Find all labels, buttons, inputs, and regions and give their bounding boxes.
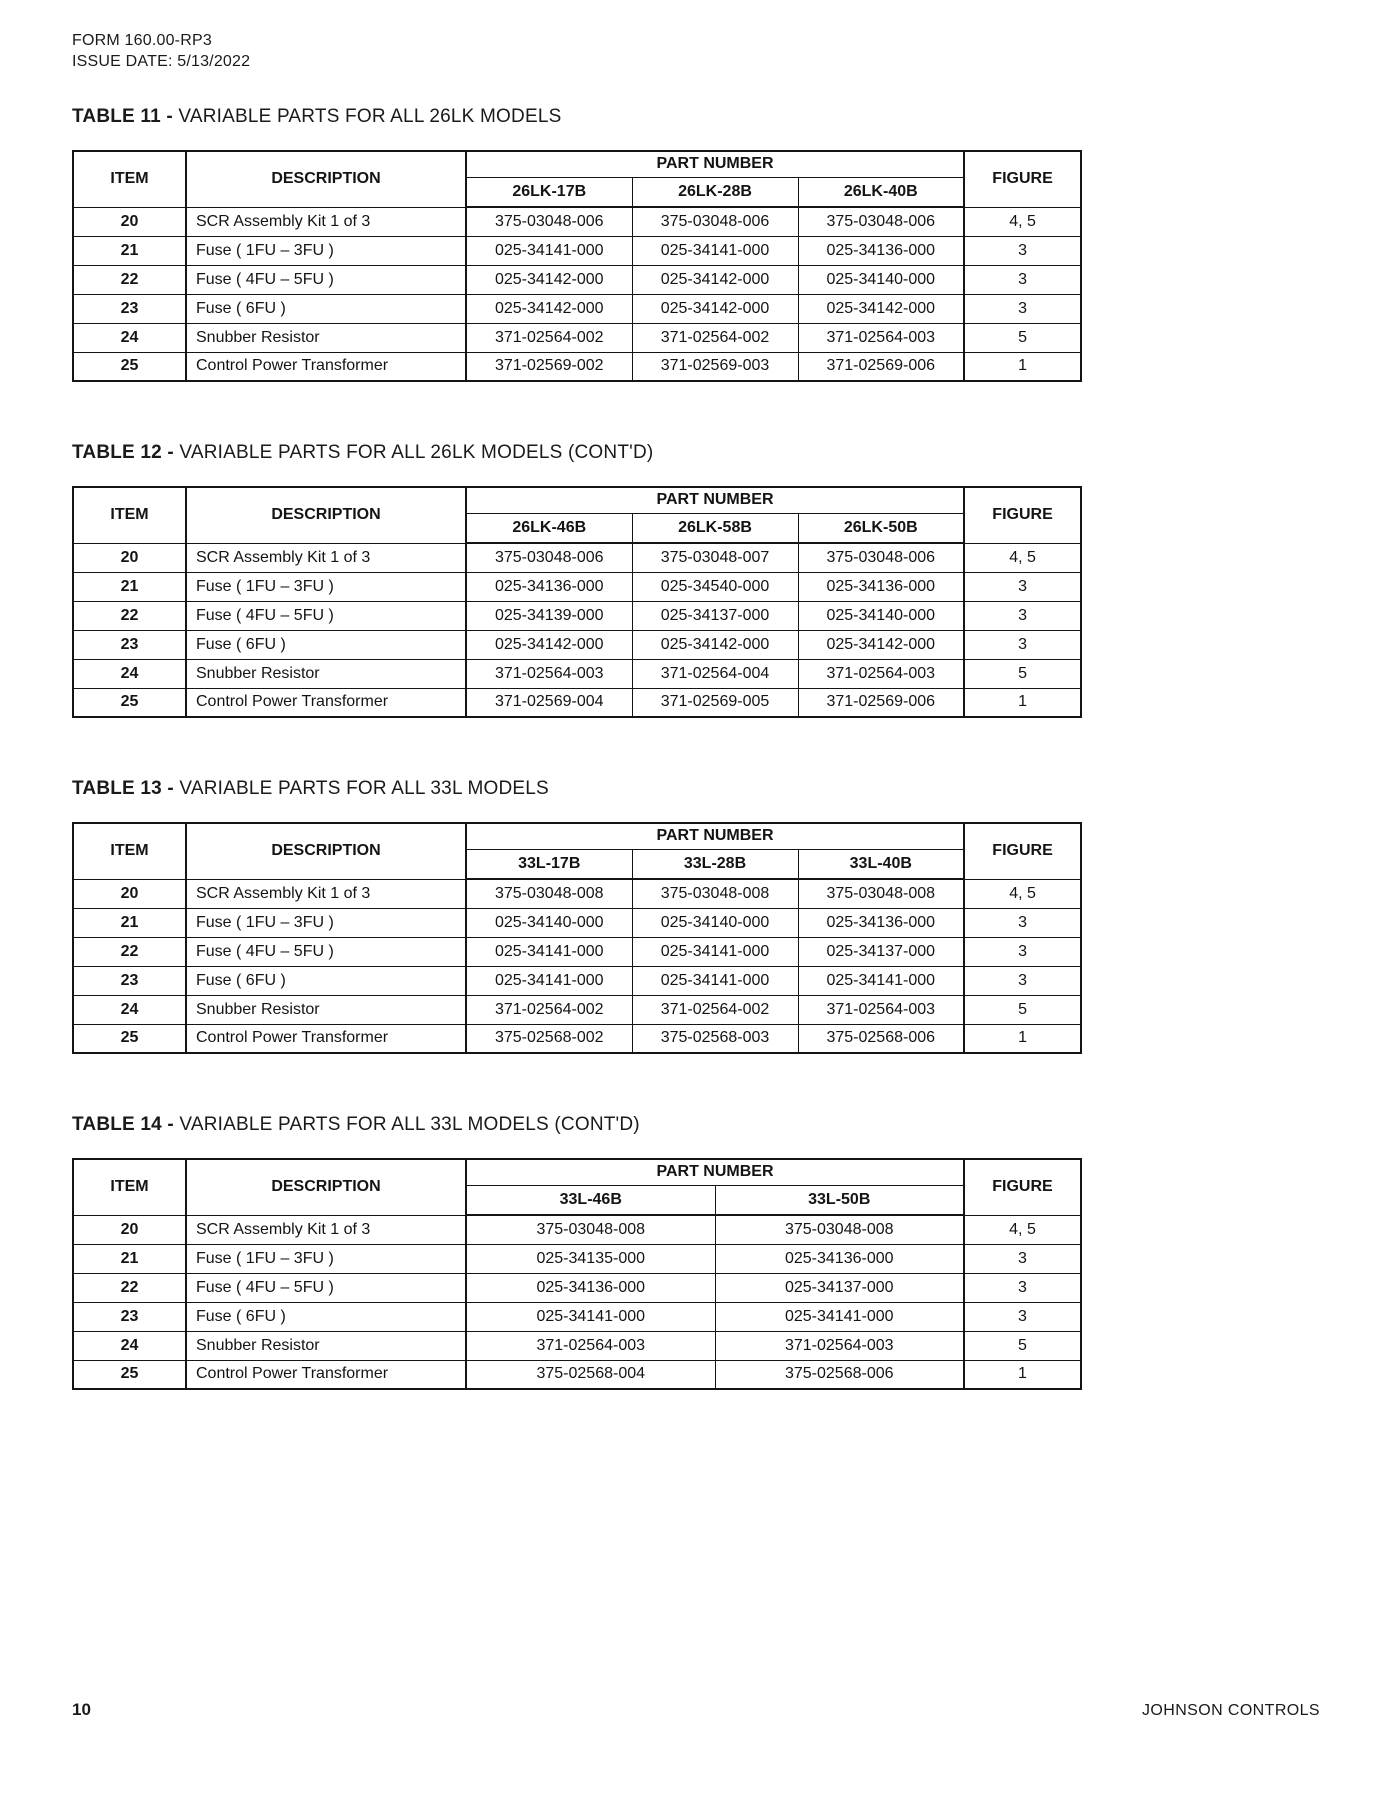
item-cell: 20: [73, 543, 186, 572]
table-row: [73, 265, 1081, 294]
column-header-part-number: PART NUMBER: [466, 487, 964, 513]
table-row: [73, 236, 1081, 265]
part-number-cell: 025-34141-000: [798, 966, 964, 995]
description-cell: Snubber Resistor: [186, 323, 466, 352]
table-12-section: [72, 442, 1080, 718]
model-column-header: 26LK-58B: [632, 513, 798, 543]
description-cell: Control Power Transformer: [186, 688, 466, 717]
item-cell: 22: [73, 265, 186, 294]
table-11: [72, 150, 1082, 382]
part-number-cell: 371-02564-002: [632, 995, 798, 1024]
part-number-cell: 025-34141-000: [466, 937, 632, 966]
table-row: [73, 1244, 1081, 1273]
item-cell: 25: [73, 1024, 186, 1053]
item-cell: 23: [73, 1302, 186, 1331]
part-number-cell: 375-03048-008: [715, 1215, 964, 1244]
figure-cell: 1: [964, 352, 1081, 381]
column-header-part-number: PART NUMBER: [466, 1159, 964, 1185]
table-14-section: [72, 1114, 1080, 1390]
table-14-title: [72, 1114, 1080, 1136]
part-number-cell: 371-02564-003: [715, 1331, 964, 1360]
figure-cell: 4, 5: [964, 1215, 1081, 1244]
part-number-cell: 371-02564-004: [632, 659, 798, 688]
figure-cell: 1: [964, 688, 1081, 717]
description-cell: Fuse ( 6FU ): [186, 966, 466, 995]
table-12-title: [72, 442, 1080, 464]
part-number-cell: 375-03048-008: [798, 879, 964, 908]
table-row: [73, 323, 1081, 352]
part-number-cell: 375-03048-006: [632, 207, 798, 236]
table-row: [73, 572, 1081, 601]
figure-cell: 3: [964, 937, 1081, 966]
part-number-cell: 025-34141-000: [715, 1302, 964, 1331]
part-number-cell: 025-34140-000: [798, 601, 964, 630]
item-cell: 20: [73, 879, 186, 908]
part-number-cell: 371-02569-004: [466, 688, 632, 717]
part-number-cell: 371-02564-003: [798, 659, 964, 688]
footer-company-name: JOHNSON CONTROLS: [1142, 1702, 1320, 1719]
part-number-cell: 371-02569-005: [632, 688, 798, 717]
description-cell: Snubber Resistor: [186, 995, 466, 1024]
part-number-cell: 371-02569-006: [798, 352, 964, 381]
figure-cell: 1: [964, 1024, 1081, 1053]
part-number-cell: 025-34136-000: [715, 1244, 964, 1273]
description-cell: Control Power Transformer: [186, 1024, 466, 1053]
document-header: [72, 30, 1320, 72]
figure-cell: 3: [964, 966, 1081, 995]
part-number-cell: 025-34136-000: [466, 1273, 715, 1302]
model-column-header: 33L-40B: [798, 849, 964, 879]
part-number-cell: 025-34136-000: [798, 572, 964, 601]
description-cell: SCR Assembly Kit 1 of 3: [186, 1215, 466, 1244]
part-number-cell: 375-03048-008: [632, 879, 798, 908]
part-number-cell: 375-02568-006: [798, 1024, 964, 1053]
column-header-item: ITEM: [73, 151, 186, 207]
part-number-cell: 371-02564-002: [632, 323, 798, 352]
part-number-cell: 375-03048-006: [466, 207, 632, 236]
part-number-cell: 025-34140-000: [466, 908, 632, 937]
part-number-cell: 025-34136-000: [466, 572, 632, 601]
figure-cell: 3: [964, 1302, 1081, 1331]
part-number-cell: 025-34142-000: [632, 294, 798, 323]
item-cell: 20: [73, 207, 186, 236]
description-cell: Control Power Transformer: [186, 352, 466, 381]
part-number-cell: 025-34137-000: [798, 937, 964, 966]
figure-cell: 5: [964, 995, 1081, 1024]
table-row: [73, 937, 1081, 966]
part-number-cell: 375-03048-006: [798, 543, 964, 572]
column-header-item: ITEM: [73, 823, 186, 879]
part-number-cell: 371-02564-003: [798, 323, 964, 352]
table-12-title-text: VARIABLE PARTS FOR ALL 26LK MODELS (CONT'D): [179, 442, 654, 463]
part-number-cell: 375-03048-006: [466, 543, 632, 572]
part-number-cell: 025-34135-000: [466, 1244, 715, 1273]
item-cell: 20: [73, 1215, 186, 1244]
item-cell: 23: [73, 630, 186, 659]
column-header-item: ITEM: [73, 1159, 186, 1215]
table-11-title-label: TABLE 11 -: [72, 106, 173, 127]
part-number-cell: 025-34142-000: [798, 294, 964, 323]
description-cell: SCR Assembly Kit 1 of 3: [186, 543, 466, 572]
item-cell: 22: [73, 601, 186, 630]
description-cell: Fuse ( 6FU ): [186, 1302, 466, 1331]
model-column-header: 33L-46B: [466, 1185, 715, 1215]
part-number-cell: 025-34540-000: [632, 572, 798, 601]
part-number-cell: 371-02569-006: [798, 688, 964, 717]
part-number-cell: 025-34140-000: [798, 265, 964, 294]
item-cell: 21: [73, 236, 186, 265]
figure-cell: 3: [964, 236, 1081, 265]
figure-cell: 3: [964, 265, 1081, 294]
table-row: [73, 995, 1081, 1024]
figure-cell: 3: [964, 601, 1081, 630]
model-column-header: 26LK-50B: [798, 513, 964, 543]
part-number-cell: 025-34141-000: [632, 966, 798, 995]
part-number-cell: 025-34139-000: [466, 601, 632, 630]
description-cell: Fuse ( 1FU – 3FU ): [186, 908, 466, 937]
part-number-cell: 371-02564-003: [466, 1331, 715, 1360]
table-14: [72, 1158, 1082, 1390]
item-cell: 25: [73, 1360, 186, 1389]
part-number-cell: 025-34141-000: [466, 1302, 715, 1331]
table-row: [73, 352, 1081, 381]
table-12: [72, 486, 1082, 718]
table-12-title-label: TABLE 12 -: [72, 442, 174, 463]
column-header-description: DESCRIPTION: [186, 487, 466, 543]
item-cell: 24: [73, 323, 186, 352]
part-number-cell: 375-02568-002: [466, 1024, 632, 1053]
table-row: [73, 1024, 1081, 1053]
description-cell: Fuse ( 4FU – 5FU ): [186, 1273, 466, 1302]
page-number: 10: [72, 1700, 91, 1719]
description-cell: Fuse ( 1FU – 3FU ): [186, 572, 466, 601]
part-number-cell: 375-02568-004: [466, 1360, 715, 1389]
column-header-item: ITEM: [73, 487, 186, 543]
item-cell: 23: [73, 966, 186, 995]
description-cell: Fuse ( 6FU ): [186, 294, 466, 323]
table-row: [73, 1331, 1081, 1360]
table-row: [73, 879, 1081, 908]
table-row: [73, 1360, 1081, 1389]
description-cell: Snubber Resistor: [186, 659, 466, 688]
part-number-cell: 025-34141-000: [632, 236, 798, 265]
figure-cell: 4, 5: [964, 543, 1081, 572]
part-number-cell: 025-34136-000: [798, 236, 964, 265]
figure-cell: 3: [964, 630, 1081, 659]
part-number-cell: 025-34142-000: [466, 294, 632, 323]
column-header-figure: FIGURE: [964, 487, 1081, 543]
table-row: [73, 908, 1081, 937]
item-cell: 22: [73, 1273, 186, 1302]
part-number-cell: 025-34137-000: [715, 1273, 964, 1302]
column-header-description: DESCRIPTION: [186, 1159, 466, 1215]
table-row: [73, 543, 1081, 572]
description-cell: Fuse ( 1FU – 3FU ): [186, 1244, 466, 1273]
part-number-cell: 025-34137-000: [632, 601, 798, 630]
model-column-header: 26LK-17B: [466, 177, 632, 207]
figure-cell: 5: [964, 659, 1081, 688]
item-cell: 23: [73, 294, 186, 323]
part-number-cell: 371-02564-003: [798, 995, 964, 1024]
item-cell: 21: [73, 908, 186, 937]
table-row: [73, 207, 1081, 236]
table-row: [73, 659, 1081, 688]
model-column-header: 26LK-28B: [632, 177, 798, 207]
table-row: [73, 1273, 1081, 1302]
form-number-line: FORM 160.00-RP3: [72, 32, 212, 49]
description-cell: Fuse ( 4FU – 5FU ): [186, 265, 466, 294]
column-header-description: DESCRIPTION: [186, 823, 466, 879]
figure-cell: 5: [964, 323, 1081, 352]
item-cell: 21: [73, 572, 186, 601]
item-cell: 24: [73, 659, 186, 688]
table-13-section: [72, 778, 1080, 1054]
item-cell: 22: [73, 937, 186, 966]
column-header-description: DESCRIPTION: [186, 151, 466, 207]
part-number-cell: 025-34142-000: [798, 630, 964, 659]
part-number-cell: 375-03048-008: [466, 1215, 715, 1244]
description-cell: SCR Assembly Kit 1 of 3: [186, 207, 466, 236]
model-column-header: 33L-28B: [632, 849, 798, 879]
figure-cell: 5: [964, 1331, 1081, 1360]
part-number-cell: 375-02568-003: [632, 1024, 798, 1053]
table-14-title-text: VARIABLE PARTS FOR ALL 33L MODELS (CONT'D): [179, 1114, 640, 1135]
item-cell: 25: [73, 352, 186, 381]
part-number-cell: 371-02564-002: [466, 323, 632, 352]
item-cell: 24: [73, 1331, 186, 1360]
table-14-title-label: TABLE 14 -: [72, 1114, 174, 1135]
table-13-title-text: VARIABLE PARTS FOR ALL 33L MODELS: [179, 778, 549, 799]
part-number-cell: 025-34142-000: [632, 265, 798, 294]
column-header-part-number: PART NUMBER: [466, 823, 964, 849]
column-header-figure: FIGURE: [964, 1159, 1081, 1215]
model-column-header: 33L-50B: [715, 1185, 964, 1215]
part-number-cell: 371-02564-003: [466, 659, 632, 688]
description-cell: Fuse ( 4FU – 5FU ): [186, 601, 466, 630]
part-number-cell: 375-02568-006: [715, 1360, 964, 1389]
figure-cell: 3: [964, 572, 1081, 601]
part-number-cell: 025-34141-000: [466, 236, 632, 265]
figure-cell: 4, 5: [964, 879, 1081, 908]
description-cell: Snubber Resistor: [186, 1331, 466, 1360]
table-11-title: [72, 106, 1080, 128]
document-footer: [72, 1700, 1320, 1720]
table-row: [73, 1302, 1081, 1331]
description-cell: Fuse ( 6FU ): [186, 630, 466, 659]
table-row: [73, 294, 1081, 323]
figure-cell: 4, 5: [964, 207, 1081, 236]
figure-cell: 3: [964, 1244, 1081, 1273]
figure-cell: 3: [964, 294, 1081, 323]
table-row: [73, 966, 1081, 995]
part-number-cell: 025-34141-000: [466, 966, 632, 995]
table-11-title-text: VARIABLE PARTS FOR ALL 26LK MODELS: [178, 106, 562, 127]
figure-cell: 3: [964, 908, 1081, 937]
model-column-header: 26LK-46B: [466, 513, 632, 543]
part-number-cell: 025-34142-000: [466, 630, 632, 659]
table-13-title-label: TABLE 13 -: [72, 778, 174, 799]
item-cell: 25: [73, 688, 186, 717]
table-row: [73, 1215, 1081, 1244]
part-number-cell: 375-03048-006: [798, 207, 964, 236]
part-number-cell: 371-02569-003: [632, 352, 798, 381]
item-cell: 24: [73, 995, 186, 1024]
part-number-cell: 025-34136-000: [798, 908, 964, 937]
description-cell: Fuse ( 1FU – 3FU ): [186, 236, 466, 265]
column-header-figure: FIGURE: [964, 823, 1081, 879]
part-number-cell: 025-34142-000: [632, 630, 798, 659]
description-cell: Fuse ( 4FU – 5FU ): [186, 937, 466, 966]
item-cell: 21: [73, 1244, 186, 1273]
part-number-cell: 025-34140-000: [632, 908, 798, 937]
table-13-title: [72, 778, 1080, 800]
table-13: [72, 822, 1082, 1054]
description-cell: Control Power Transformer: [186, 1360, 466, 1389]
table-row: [73, 630, 1081, 659]
table-11-section: [72, 106, 1080, 382]
model-column-header: 26LK-40B: [798, 177, 964, 207]
column-header-figure: FIGURE: [964, 151, 1081, 207]
table-row: [73, 601, 1081, 630]
figure-cell: 1: [964, 1360, 1081, 1389]
column-header-part-number: PART NUMBER: [466, 151, 964, 177]
figure-cell: 3: [964, 1273, 1081, 1302]
part-number-cell: 375-03048-008: [466, 879, 632, 908]
part-number-cell: 375-03048-007: [632, 543, 798, 572]
model-column-header: 33L-17B: [466, 849, 632, 879]
part-number-cell: 025-34142-000: [466, 265, 632, 294]
table-row: [73, 688, 1081, 717]
description-cell: SCR Assembly Kit 1 of 3: [186, 879, 466, 908]
part-number-cell: 025-34141-000: [632, 937, 798, 966]
part-number-cell: 371-02564-002: [466, 995, 632, 1024]
issue-date-line: ISSUE DATE: 5/13/2022: [72, 53, 251, 70]
part-number-cell: 371-02569-002: [466, 352, 632, 381]
